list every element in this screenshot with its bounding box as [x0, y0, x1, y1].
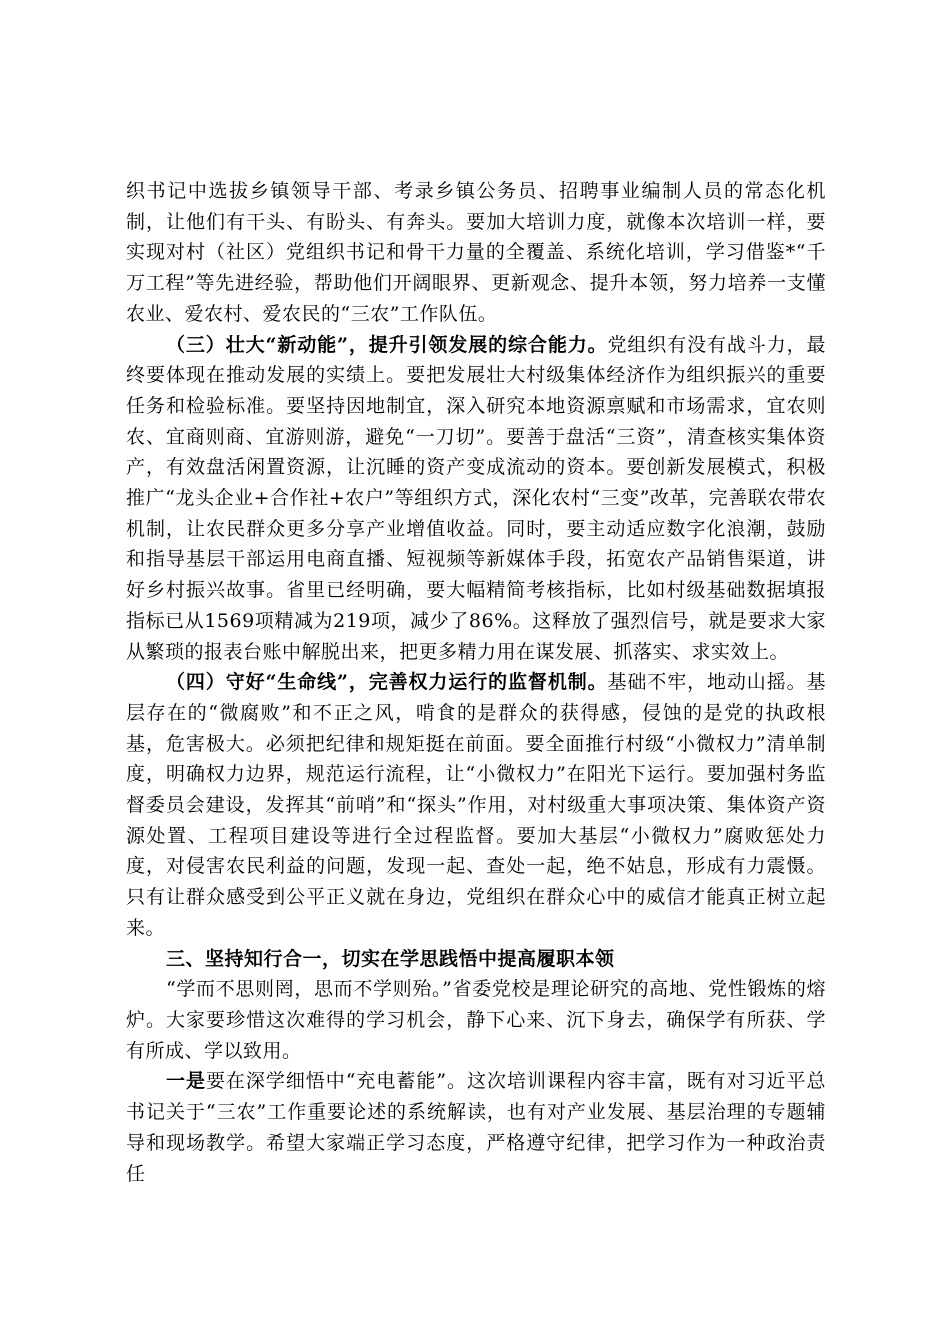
section-heading: （三）壮大“新动能”，提升引领发展的综合能力。: [166, 333, 608, 356]
document-body: [126, 176, 826, 1189]
paragraph-quote: [126, 974, 826, 1066]
paragraph-section-3: [126, 330, 826, 668]
paragraph-point-1: [126, 1066, 826, 1189]
paragraph-section-4: [126, 667, 826, 943]
paragraph-text: 党组织有没有战斗力，最终要体现在推动发展的实绩上。要把发展壮大村级集体经济作为组织振兴的重要任务和检验标准。要坚持因地制宜，深入研究本地资源禀赋和市场需求，宜农则农、宜商则商、宜游则游，避免“一刀切”。要善于盘活“三资”，清查核实集体资产，有效盘活闲置资源，让沉睡的资产变成流动的资本。要创新发展模式，积极推广“龙头企业+合作社+农户”等组织方式，深化农村“三变”改革，完善联农带农机制，让农民群众更多分享产业增值收益。同时，要主动适应数字化浪潮，鼓励和指导基层干部运用电商直播、短视频等新媒体手段，拓宽农产品销售渠道，讲好乡村振兴故事。省里已经明确，要大幅精简考核指标，比如村级基础数据填报指标已从1569项精减为219项，减少了86%。这释放了强烈信号，就是要求大家从繁琐的报表台账中解脱出来，把更多精力用在谋发展、抓落实、求实效上。: [126, 333, 826, 663]
paragraph-continuation: [126, 176, 826, 330]
paragraph-text: 基础不牢，地动山摇。基层存在的“微腐败”和不正之风，啃食的是群众的获得感，侵蚀的是党的执政根基，危害极大。必须把纪律和规矩挺在前面。要全面推行村级“小微权力”清单制度，明确权力边界，规范运行流程，让“小微权力”在阳光下运行。要加强村务监督委员会建设，发挥其“前哨”和“探头”作用，对村级重大事项决策、集体资产资源处置、工程项目建设等进行全过程监督。要加大基层“小微权力”腐败惩处力度，对侵害农民利益的问题，发现一起、查处一起，绝不姑息，形成有力震慑。只有让群众感受到公平正义就在身边，党组织在群众心中的威信才能真正树立起来。: [126, 671, 826, 939]
chapter-heading: [126, 944, 826, 975]
paragraph-text: “学而不思则罔，思而不学则殆。”省委党校是理论研究的高地、党性锻炼的熔炉。大家要珍惜这次难得的学习机会，静下心来、沉下身去，确保学有所获、学有所成、学以致用。: [126, 978, 826, 1062]
chapter-title: 三、坚持知行合一，切实在学思践悟中提高履职本领: [166, 947, 615, 970]
section-heading: （四）守好“生命线”，完善权力运行的监督机制。: [166, 671, 608, 694]
point-lead: 一是: [166, 1070, 206, 1093]
paragraph-text: 织书记中选拔乡镇领导干部、考录乡镇公务员、招聘事业编制人员的常态化机制，让他们有干头、有盼头、有奔头。要加大培训力度，就像本次培训一样，要实现对村（社区）党组织书记和骨干力量的全覆盖、系统化培训，学习借鉴*“千万工程”等先进经验，帮助他们开阔眼界、更新观念、提升本领，努力培养一支懂农业、爱农村、爱农民的“三农”工作队伍。: [126, 180, 826, 325]
paragraph-text: 要在深学细悟中“充电蓄能”。这次培训课程内容丰富，既有对习近平总书记关于“三农”工作重要论述的系统解读，也有对产业发展、基层治理的专题辅导和现场教学。希望大家端正学习态度，严格遵守纪律，把学习作为一种政治责任: [126, 1070, 826, 1185]
